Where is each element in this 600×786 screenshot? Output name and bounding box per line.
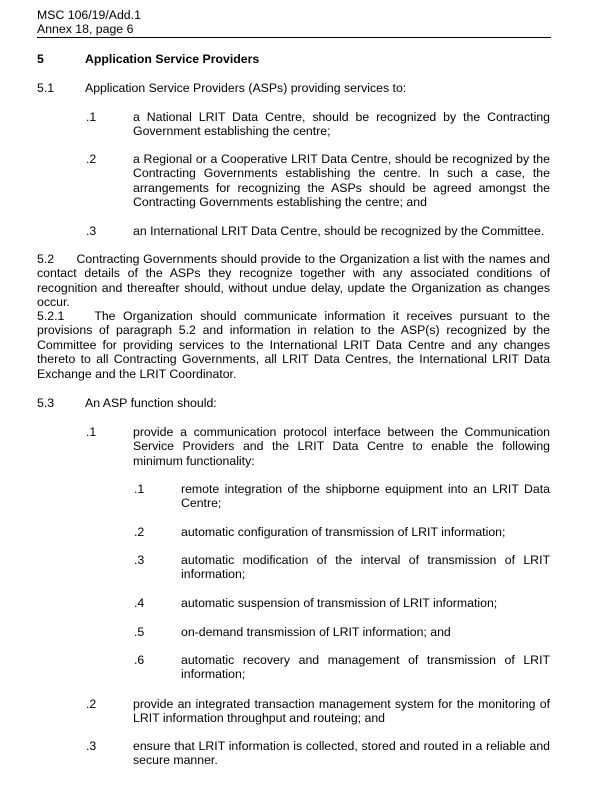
list-item-number: .3 [86, 224, 97, 238]
sub-item-number: .2 [134, 525, 145, 539]
list-item-text: an International LRIT Data Centre, should be recognized by the Committee. [133, 224, 545, 238]
list-item-text: ensure that LRIT information is collected, stored and routed in a reliable and secure manner. [133, 739, 550, 768]
list-item-number: .3 [86, 739, 97, 753]
sub-item-number: .3 [134, 553, 145, 567]
list-item-number: .2 [86, 152, 97, 166]
header-rule [37, 37, 551, 38]
sub-item-text: remote integration of the shipborne equipment into an LRIT Data Centre; [181, 482, 550, 511]
paragraph-number-5-1: 5.1 [37, 81, 55, 95]
paragraph-number-5-3: 5.3 [37, 396, 55, 410]
list-item-number: .2 [86, 697, 97, 711]
paragraph-5-1-intro: Application Service Providers (ASPs) providing services to: [85, 81, 407, 95]
list-item-text: a Regional or a Cooperative LRIT Data Centre, should be recognized by the Contracting Governments establishing the centre. In such a case, the arrangements for recognizing the ASPs should be agreed amongst the Contracting Governments establishing the centre; and [133, 152, 550, 210]
sub-item-number: .1 [134, 482, 145, 496]
document-header [37, 8, 141, 36]
sub-item-number: .6 [134, 653, 145, 667]
list-item-number: .1 [86, 425, 97, 439]
section-number: 5 [37, 52, 44, 66]
paragraph-5-2: 5.2 Contracting Governments should provide to the Organization a list with the names and contact details of the ASPs they recognize together with any associated conditions of recognition and thereafter should, without undue delay, update the Organization as changes occur. [37, 252, 550, 310]
sub-item-text: automatic modification of the interval of transmission of LRIT information; [181, 553, 550, 582]
document-symbol: MSC 106/19/Add.1 [37, 8, 141, 22]
sub-item-text: on-demand transmission of LRIT information; and [181, 625, 451, 639]
section-title: Application Service Providers [85, 52, 260, 66]
sub-item-text: automatic suspension of transmission of LRIT information; [181, 596, 498, 610]
sub-item-text: automatic configuration of transmission of LRIT information; [181, 525, 506, 539]
paragraph-5-3-intro: An ASP function should: [85, 396, 217, 410]
sub-item-number: .5 [134, 625, 145, 639]
annex-page-reference: Annex 18, page 6 [37, 22, 134, 36]
list-item-number: .1 [86, 110, 97, 124]
sub-item-number: .4 [134, 596, 145, 610]
list-item-text: provide an integrated transaction management system for the monitoring of LRIT information throughput and routeing; and [133, 697, 550, 726]
paragraph-5-2-1: 5.2.1 The Organization should communicate information it receives pursuant to the provisions of paragraph 5.2 and information in relation to the ASP(s) recognized by the Committee for providing services to the International LRIT Data Centre and any changes thereto to all Contracting Governments, all LRIT Data Centres, the International LRIT Data Exchange and the LRIT Coordinator. [37, 309, 550, 381]
list-item-text: a National LRIT Data Centre, should be recognized by the Contracting Government establishing the centre; [133, 110, 550, 139]
list-item-text: provide a communication protocol interface between the Communication Service Providers and the LRIT Data Centre to enable the following minimum functionality: [133, 425, 550, 468]
sub-item-text: automatic recovery and management of transmission of LRIT information; [181, 653, 550, 682]
